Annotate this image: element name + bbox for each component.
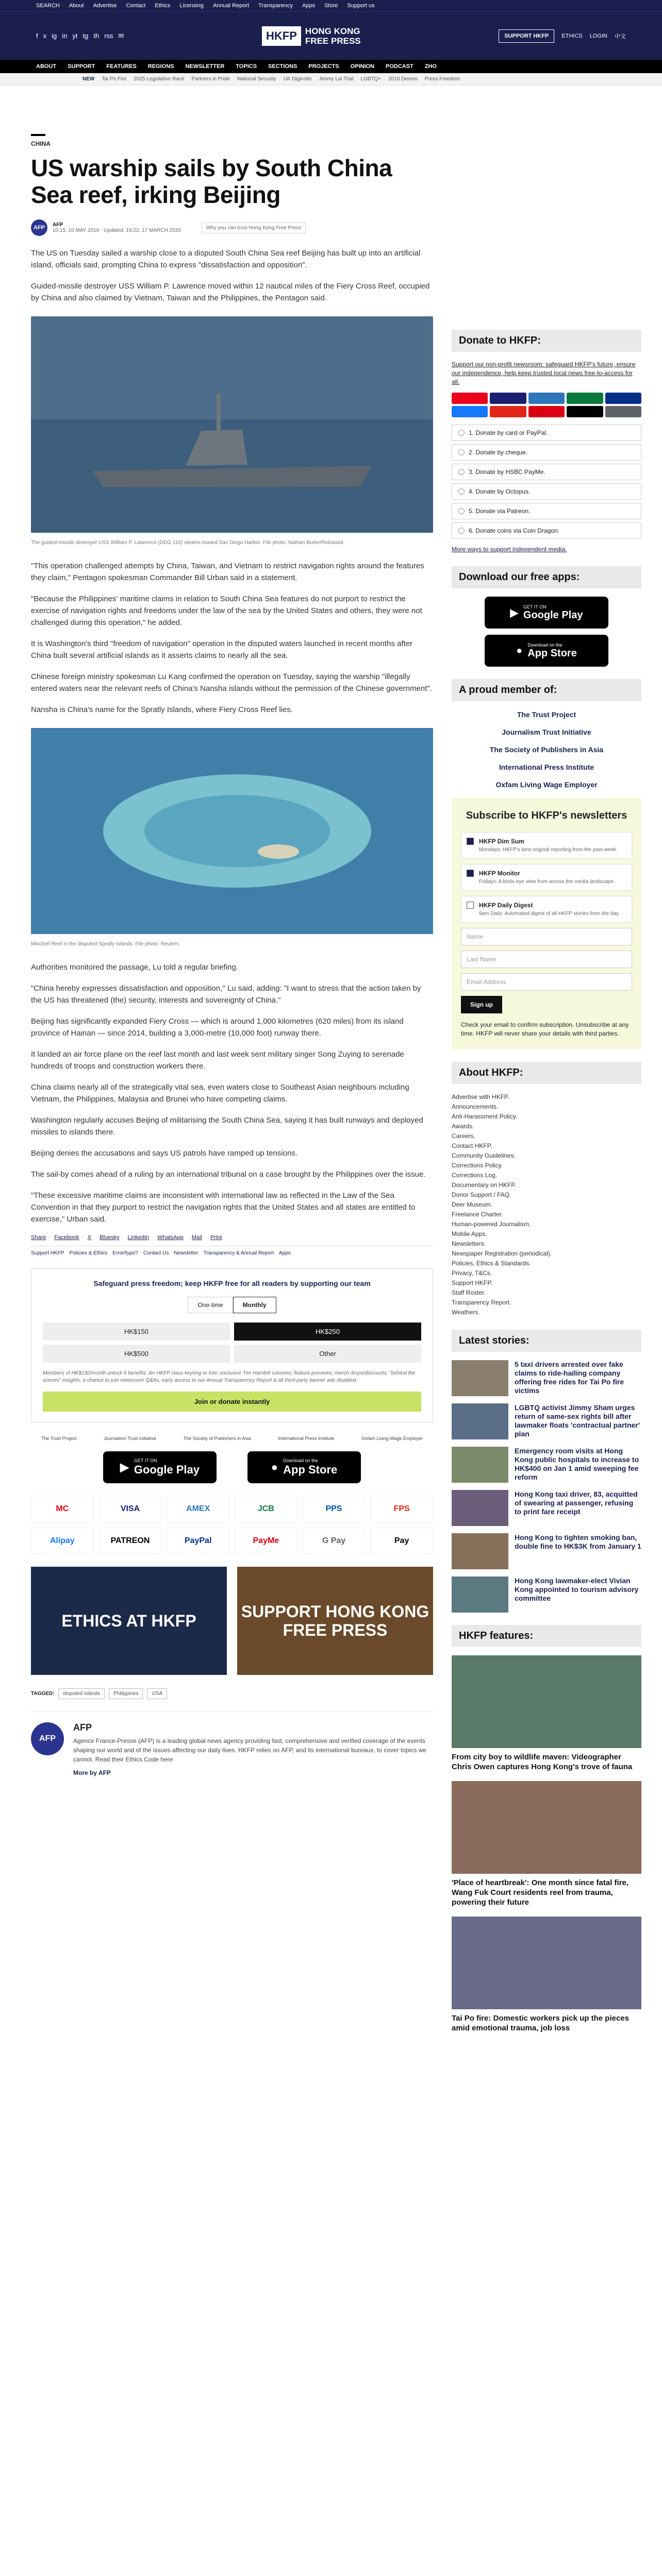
donate-option-label: 4. Donate by Octopus. [469, 488, 531, 495]
more-ways-link[interactable]: More ways to support independent media. [452, 546, 567, 553]
mail-icon[interactable]: ✉ [118, 31, 124, 40]
email-input[interactable]: Email Address [461, 973, 632, 991]
google-play-label: Google Play [523, 609, 583, 621]
share-bluesky[interactable]: Bluesky [100, 1234, 120, 1241]
x-icon[interactable]: x [43, 31, 47, 40]
sidebar [452, 330, 641, 2042]
logo-line1: HONG KONG [305, 26, 360, 36]
donate-option-label: 3. Donate by HSBC PayMe. [469, 468, 545, 476]
about-link[interactable]: Contact HKFP. [452, 1142, 492, 1149]
linkedin-icon[interactable]: in [62, 31, 68, 40]
about-link[interactable]: Newspaper Registration (periodical). [452, 1250, 552, 1257]
checkbox-icon[interactable] [467, 902, 474, 909]
payment-icons-grid [452, 393, 641, 417]
feature-image[interactable] [452, 1917, 641, 2009]
share-links [31, 1234, 433, 1241]
newsletter-link[interactable]: Newsletter [174, 1250, 198, 1256]
login-link[interactable]: LOGIN [589, 32, 607, 39]
donate-text[interactable]: Support our non-profit newsroom: safeguard HKFP's future, ensure our independence, help keep trusted local news free-to-access for all. [452, 361, 636, 385]
donate-option[interactable] [452, 522, 641, 539]
about-link[interactable]: Transparency Report. [452, 1299, 511, 1306]
play-icon: ▶ [120, 1461, 129, 1473]
donate-option-label: 1. Donate by card or PayPal. [469, 429, 548, 436]
threads-icon[interactable]: th [93, 31, 100, 40]
about-link[interactable]: Policies, Ethics & Standards. [452, 1260, 531, 1267]
apps-heading: Download our free apps: [452, 566, 641, 588]
story-thumbnail[interactable] [452, 1490, 508, 1526]
nav-zho[interactable]: ZHO [424, 63, 437, 70]
app-store-label: App Store [527, 647, 577, 659]
story-thumbnail[interactable] [452, 1533, 508, 1569]
fps-icon [490, 406, 526, 417]
payment-methods [31, 1496, 433, 1554]
nav-features[interactable]: FEATURES [106, 63, 137, 70]
about-link[interactable]: Newsletters. [452, 1240, 486, 1247]
patreon-icon[interactable]: PATREON [99, 1528, 162, 1554]
play-icon: ▶ [510, 607, 518, 619]
more-by-author-link[interactable]: More by AFP [73, 1769, 111, 1776]
membership-logos [31, 1436, 433, 1441]
newsletter-desc: Fridays: A birds-eye view from across the media landscape. [479, 879, 615, 885]
about-link[interactable]: Awards. [452, 1123, 474, 1130]
radio-icon [458, 430, 465, 436]
amex-icon [528, 393, 565, 404]
trust-button[interactable]: Why you can trust Hong Kong Free Press [202, 223, 306, 233]
photo-caption: Mischief Reef in the disputed Spratly Islands. File photo: Reuters. [31, 941, 180, 947]
promo-videos [31, 1567, 433, 1675]
licensing-link[interactable]: Licensing [179, 3, 204, 9]
app-store-button[interactable] [247, 1451, 361, 1483]
story-thumbnail[interactable] [452, 1447, 508, 1483]
tags [31, 1688, 433, 1699]
about-list [452, 1092, 641, 1317]
newsletter-option[interactable] [461, 832, 632, 859]
logo-line2: FREE PRESS [305, 36, 361, 46]
radio-icon [458, 508, 465, 514]
author-name[interactable]: AFP [53, 222, 63, 228]
support-hkfp-button[interactable]: SUPPORT HKFP [499, 29, 554, 43]
ipi-logo[interactable]: International Press Institute [278, 1436, 335, 1441]
story-title[interactable]: Emergency room visits at Hong Kong public hospitals to increase to HK$400 on Jan 1 amid sweeping fee reform [515, 1447, 639, 1481]
ethics-link[interactable]: Ethics [155, 3, 171, 9]
youtube-icon[interactable]: yt [72, 31, 78, 40]
trending-item[interactable]: 2025 Legislative Race [134, 76, 185, 82]
paragraph: Nansha is China's name for the Spratly Islands, where Fiery Cross Reef lies. [31, 705, 293, 714]
sopa-logo[interactable]: The Society of Publishers in Asia [489, 745, 604, 754]
trending-label: NEW [82, 76, 95, 82]
latest-story[interactable] [452, 1447, 641, 1483]
about-link[interactable]: Documentary on HKFP. [452, 1181, 517, 1189]
sign-up-button[interactable]: Sign up [461, 996, 502, 1013]
last-name-input[interactable]: Last Name [461, 951, 632, 968]
mastercard-icon [452, 393, 488, 404]
radio-icon [458, 449, 465, 455]
about-link[interactable]: Deer Museum. [452, 1201, 492, 1208]
google-play-small: GET IT ON [134, 1458, 157, 1463]
oxfam-logo[interactable]: Oxfam Living Wage Employer [495, 781, 598, 789]
share-print[interactable]: Print [210, 1234, 222, 1241]
about-link[interactable]: Support HKFP. [452, 1279, 493, 1286]
newsletter-note: Check your email to confirm subscription. Unsubscribe at any time. HKFP will never share your details with third parties. [461, 1021, 629, 1037]
visa-icon [490, 393, 526, 404]
story-thumbnail[interactable] [452, 1403, 508, 1439]
app-buttons [31, 1451, 433, 1483]
latest-list [452, 1360, 641, 1613]
paragraph: Washington regularly accuses Beijing of militarising the South China Sea, saying it has built runways and deployed missiles to islands there. [31, 1116, 423, 1137]
paypal-icon [605, 393, 641, 404]
apple-pay-icon [567, 406, 603, 417]
reef-photo [31, 728, 433, 934]
amount-option-selected[interactable]: HK$250 [234, 1323, 421, 1341]
about-link[interactable]: Announcements. [452, 1103, 499, 1110]
radio-icon [458, 469, 465, 475]
about-link[interactable]: About [69, 3, 84, 9]
article-category[interactable]: CHINA [31, 140, 51, 147]
feature-title[interactable]: Tai Po fire: Domestic workers pick up the pieces amid emotional trauma, job loss [452, 2014, 629, 2032]
warship-photo [31, 316, 433, 533]
payme-icon[interactable]: PayMe [235, 1528, 297, 1554]
google-pay-icon[interactable]: G Pay [303, 1528, 366, 1554]
donate-heading: Donate to HKFP: [452, 330, 641, 352]
policies-link[interactable]: Policies & Ethics [69, 1250, 108, 1256]
membership-note: Members of HK$150/month unlock 6 benefits: An HKFP class keyring or tote; exclusive Tim Hamlett columns; feature previews; merch drops/discounts; "behind the scenes" insights; a chance to join newsroom Q&As, early access to our Annual Transparency Report & all third-party banner ads disabled. [43, 1370, 416, 1383]
footer-links [31, 1246, 433, 1256]
about-link[interactable]: Corrections Policy. [452, 1162, 503, 1169]
features-list [452, 1655, 641, 2033]
amount-option[interactable]: HK$150 [43, 1323, 230, 1341]
jti-logo[interactable]: Journalism Trust Initiative [502, 728, 591, 736]
feature-image[interactable] [452, 1655, 641, 1748]
facebook-icon[interactable]: f [36, 31, 38, 40]
latest-story[interactable] [452, 1533, 641, 1569]
google-pay-icon [605, 406, 641, 417]
alipay-icon [452, 406, 488, 417]
latest-story[interactable] [452, 1360, 641, 1396]
share-x[interactable]: X [87, 1234, 92, 1241]
story-title[interactable]: Hong Kong lawmaker-elect Vivian Kong appointed to tourism advisory committee [515, 1577, 639, 1602]
newsletter-heading: Subscribe to HKFP's newsletters [466, 810, 627, 821]
feature-title[interactable]: 'Place of heartbreak': One month since fatal fire, Wang Fuk Court residents reel from trauma, powering their future [452, 1878, 629, 1907]
nav-topics[interactable]: TOPICS [236, 63, 257, 70]
story-title[interactable]: LGBTQ activist Jimmy Sham urges return of same-sex rights bill after lawmaker floats 'contractual partner' plan [515, 1403, 640, 1438]
nav-sections[interactable]: SECTIONS [268, 63, 297, 70]
app-store-button[interactable] [485, 635, 608, 667]
share-facebook[interactable]: Facebook [54, 1234, 79, 1241]
newsletter-option[interactable] [461, 896, 632, 923]
paypal-icon[interactable]: PayPal [167, 1528, 229, 1554]
story-title[interactable]: 5 taxi drivers arrested over fake claims to ride-hailing company offering free rides for Tai Po fire victims [515, 1360, 624, 1395]
amex-icon[interactable]: AMEX [167, 1496, 229, 1522]
article-title: US warship sails by South China Sea reef, irking Beijing [31, 155, 392, 208]
newsletter-signup [452, 798, 641, 1049]
instagram-icon[interactable]: ig [52, 31, 57, 40]
donate-option[interactable] [452, 425, 641, 441]
donate-option-label: 2. Donate by cheque. [469, 449, 528, 456]
paragraph: China claims nearly all of the strategically vital sea, even waters close to Southeast Asian neighbours including Vietnam, the Philippines, Malaysia and Brunei who have competing claims. [31, 1083, 409, 1104]
author-box [31, 1711, 433, 1777]
donate-option-label: 6. Donate coins via Coin Dragon. [469, 527, 560, 534]
nav-newsletter[interactable]: NEWSLETTER [185, 63, 225, 70]
donation-heading: Safeguard press freedom; keep HKFP free for all readers by supporting our team [93, 1279, 371, 1287]
paragraph: The US on Tuesday sailed a warship close to a disputed South China Sea reef Beijing has built up into an artificial island, officials said, prompting China to express "dissatisfaction and opposition". [31, 249, 421, 269]
apple-pay-icon[interactable]: Pay [370, 1528, 433, 1554]
trending-item[interactable]: Partners in Pride [191, 76, 230, 82]
feature-story[interactable] [452, 1781, 641, 1907]
nav-regions[interactable]: REGIONS [147, 63, 174, 70]
feature-image[interactable] [452, 1781, 641, 1874]
trending-item[interactable]: Tai Po Fire [102, 76, 127, 82]
author-box-name[interactable]: AFP [73, 1722, 92, 1733]
latest-story[interactable] [452, 1403, 641, 1439]
feature-title[interactable]: From city boy to wildlife maven: Videographer Chris Owen captures Hong Kong's trove of fauna [452, 1753, 633, 1771]
monthly-toggle[interactable]: Monthly [233, 1297, 276, 1313]
share-linkedin[interactable]: LinkedIn [127, 1234, 150, 1241]
google-play-label: Google Play [134, 1463, 200, 1476]
nav-about[interactable]: ABOUT [36, 63, 57, 70]
publish-date: 10:15, 10 MAY 2016 [53, 228, 100, 233]
support-hkfp-link[interactable]: Support HKFP [31, 1250, 64, 1256]
join-button[interactable]: Join or donate instantly [43, 1392, 421, 1412]
one-time-toggle[interactable]: One-time [188, 1297, 233, 1313]
radio-icon [458, 488, 465, 495]
newsletter-title: HKFP Daily Digest [479, 902, 533, 909]
pps-icon[interactable]: PPS [303, 1496, 366, 1522]
ethics-promo[interactable]: ETHICS AT HKFP [31, 1567, 227, 1675]
about-link[interactable]: Weathers. [452, 1309, 480, 1316]
search-link[interactable]: SEARCH [36, 3, 60, 9]
paragraph: Authorities monitored the passage, Lu told a regular briefing. [31, 963, 238, 972]
trending-item[interactable]: Press Freedom [424, 76, 460, 82]
app-store-small: Download on the [283, 1458, 318, 1463]
nav-support[interactable]: SUPPORT [68, 63, 95, 70]
about-link[interactable]: Privacy, T&Cs. [452, 1269, 492, 1277]
author-bio: Agence France-Presse (AFP) is a leading global news agency providing fast, comprehensive and verified coverage of the events shaping our world and of the issues affecting our daily lives. HKFP relies on AFP, and its international bureaux, to cover topics we cannot. Read their Ethics Code here [73, 1737, 427, 1763]
latest-story[interactable] [452, 1577, 641, 1613]
nav-projects[interactable]: PROJECTS [308, 63, 339, 70]
amount-option[interactable]: HK$500 [43, 1345, 230, 1363]
jcb-icon [567, 393, 603, 404]
google-play-small: GET IT ON [523, 604, 547, 609]
paragraph: Beijing denies the accusations and says US patrols have ramped up tensions. [31, 1149, 297, 1158]
author-avatar[interactable]: AFP [31, 219, 47, 236]
paragraph: The sail-by comes ahead of a ruling by an international tribunal on a case brought by the Philippines over the issue. [31, 1170, 426, 1179]
trending-item[interactable]: LGBTQ+ [360, 76, 382, 82]
logo-mark: HKFP [262, 26, 301, 46]
article-body [31, 247, 433, 1225]
amount-other[interactable]: Other [234, 1345, 421, 1363]
paragraph: It landed an air force plane on the reef last month and last week sent military singer Song Zuying to serenade hundreds of troops and construction workers there. [31, 1050, 404, 1071]
donate-option-label: 5. Donate via Patreon. [469, 507, 531, 515]
site-logo[interactable] [262, 26, 361, 46]
nav-opinion[interactable]: OPINION [350, 63, 375, 70]
trust-project-logo[interactable]: The Trust Project [41, 1436, 77, 1441]
category-rule [31, 134, 45, 136]
donation-widget [31, 1268, 433, 1422]
share-label[interactable]: Share [31, 1234, 46, 1241]
author-box-avatar[interactable]: AFP [31, 1722, 64, 1755]
mastercard-icon[interactable]: MC [31, 1496, 94, 1522]
newsletter-title: HKFP Monitor [479, 870, 520, 877]
error-link[interactable]: Error/typo? [112, 1250, 138, 1256]
trending-item[interactable]: 2019 Demos [388, 76, 418, 82]
member-heading: A proud member of: [452, 679, 641, 701]
donate-option[interactable] [452, 503, 641, 519]
app-store-label: App Store [283, 1463, 338, 1476]
about-link[interactable]: Careers. [452, 1132, 476, 1140]
story-thumbnail[interactable] [452, 1360, 508, 1396]
paragraph: Guided-missile destroyer USS William P. Lawrence moved within 12 nautical miles of the Fiery Cross Reef, occupied by China and also claimed by Vietnam, Taiwan and the Philippines, the Pentagon said. [31, 282, 430, 302]
trending-item[interactable]: National Security [237, 76, 276, 82]
story-thumbnail[interactable] [452, 1577, 508, 1613]
trending-bar [0, 73, 662, 86]
about-link[interactable]: Donor Support / FAQ. [452, 1191, 511, 1198]
newsletter-desc: 9am Daily: Automated digest of all HKFP stories from the day. [479, 911, 620, 917]
support-promo[interactable]: SUPPORT HONG KONG FREE PRESS [237, 1567, 433, 1675]
donate-option[interactable] [452, 464, 641, 480]
radio-icon [458, 528, 465, 534]
apps-footer-link[interactable]: Apps [278, 1250, 291, 1256]
about-link[interactable]: Community Guidelines. [452, 1152, 516, 1159]
about-heading: About HKFP: [452, 1062, 641, 1084]
utility-bar [0, 0, 662, 11]
photo-caption: The guided-missile destroyer USS William P. Lawrence (DDG 110) steams toward San Diego Harbor. File photo: Nathan Burke/Released. [31, 540, 345, 546]
transparency-report-link[interactable]: Transparency & Annual Report [203, 1250, 274, 1256]
contact-link[interactable]: Contact [126, 3, 146, 9]
trending-item[interactable]: Jimmy Lai Trial [319, 76, 354, 82]
updated-date: Updated: 19:22, 17 MARCH 2020 [104, 228, 181, 233]
rss-icon[interactable]: rss [104, 31, 113, 40]
jcb-icon[interactable]: JCB [235, 1496, 297, 1522]
feature-story[interactable] [452, 1655, 641, 1772]
main-nav [0, 60, 662, 73]
nav-podcast[interactable]: PODCAST [386, 63, 413, 70]
about-link[interactable]: Anti-Harassment Policy. [452, 1113, 518, 1120]
jti-logo[interactable]: Journalism Trust Initiative [104, 1436, 156, 1441]
tag[interactable]: Philippines [109, 1688, 143, 1699]
tag[interactable]: USA [147, 1688, 167, 1699]
about-link[interactable]: Human-powered Journalism. [452, 1221, 531, 1228]
newsletter-option[interactable] [461, 864, 632, 891]
paragraph: "Because the Philippines' maritime claims in relation to South China Sea features do not purport to restrict the exercise of navigation rights and freedoms under the law of the sea by the United States and others, they were not challenged during this operation," he added. [31, 595, 422, 627]
latest-heading: Latest stories: [452, 1330, 641, 1352]
trending-item[interactable]: UK Diginsite [283, 76, 312, 82]
apps-link[interactable]: Apps [302, 3, 316, 9]
apple-icon: ● [516, 645, 523, 656]
fps-icon[interactable]: FPS [370, 1496, 433, 1522]
story-title[interactable]: Hong Kong taxi driver, 83, acquitted of swearing at passenger, refusing to print fare receipt [515, 1490, 638, 1516]
about-link[interactable]: Freelance Charter. [452, 1211, 503, 1218]
google-play-button[interactable] [485, 597, 608, 629]
first-name-input[interactable]: Name [461, 928, 632, 945]
alipay-icon[interactable]: Alipay [31, 1528, 94, 1554]
newsletter-desc: Mondays: HKFP's best original reporting from the past week. [479, 847, 618, 853]
feature-story[interactable] [452, 1917, 641, 2033]
features-heading: HKFP features: [452, 1625, 641, 1647]
paragraph: Chinese foreign ministry spokesman Lu Kang confirmed the operation on Tuesday, saying the warship "illegally entered waters near the relevant reefs of China's Nansha islands without the permission of the Chinese government". [31, 672, 432, 693]
latest-story[interactable] [452, 1490, 641, 1526]
advertise-link[interactable]: Advertise [93, 3, 117, 9]
ipi-logo[interactable]: International Press Institute [499, 763, 594, 771]
social-icons [36, 32, 124, 40]
paragraph: Beijing has significantly expanded Fiery Cross — which is around 1,000 kilometres (620 miles) from its island province of Hainan — since 2014, building a 3,000-metre (10,000 foot) runway there. [31, 1017, 404, 1038]
app-store-small: Download on the [527, 642, 562, 648]
visa-icon[interactable]: VISA [99, 1496, 162, 1522]
transparency-link[interactable]: Transparency [258, 3, 293, 9]
about-link[interactable]: Advertise with HKFP. [452, 1093, 509, 1100]
store-link[interactable]: Store [324, 3, 338, 9]
paragraph: "China hereby expresses dissatisfaction and opposition," Lu said, adding: "I want to stress that the action taken by the US has threatened (the) security, interests and sovereignty of China." [31, 984, 421, 1005]
share-mail[interactable]: Mail [191, 1234, 203, 1241]
sopa-logo[interactable]: The Society of Publishers in Asia [183, 1436, 251, 1441]
article-column [31, 134, 433, 1777]
google-play-button[interactable] [103, 1451, 217, 1483]
paragraph: "This operation challenged attempts by China, Taiwan, and Vietnam to restrict navigation rights around the features they claim," Pentagon spokesman Commander Bill Urban said in a statement. [31, 562, 424, 582]
donate-option[interactable] [452, 483, 641, 500]
apple-icon: ● [271, 1461, 278, 1473]
checkbox-icon[interactable] [467, 838, 474, 845]
oxfam-logo[interactable]: Oxfam Living Wage Employer [361, 1436, 423, 1441]
about-link[interactable]: Corrections Log. [452, 1172, 498, 1179]
newsletter-title: HKFP Dim Sum [479, 838, 524, 845]
share-whatsapp[interactable]: WhatsApp [157, 1234, 184, 1241]
annual-report-link[interactable]: Annual Report [212, 3, 250, 9]
tag[interactable]: disputed islands [58, 1688, 105, 1699]
donate-option[interactable] [452, 444, 641, 461]
paragraph: It is Washington's third "freedom of navigation" operation in the disputed waters launched in recent months after China built several artificial islands as it asserts claims to nearly all the sea. [31, 639, 413, 660]
language-link[interactable]: 中文 [614, 33, 626, 40]
telegram-icon[interactable]: tg [82, 31, 89, 40]
ethics-link-header[interactable]: ETHICS [561, 32, 583, 39]
site-header [0, 11, 662, 60]
byline: AFP AFP 10:15, 10 MAY 2016 · Updated: 19:22, 17 MARCH 2020 Why you can trust Hong Kong Free Press [31, 219, 433, 236]
payme-icon [528, 406, 565, 417]
story-title[interactable]: Hong Kong to tighten smoking ban, double fine to HK$3K from January 1 [515, 1533, 641, 1550]
checkbox-icon[interactable] [467, 870, 474, 877]
support-us-link[interactable]: Support us [347, 3, 375, 9]
contact-us-link[interactable]: Contact Us [143, 1250, 169, 1256]
trust-project-logo[interactable]: The Trust Project [517, 710, 576, 719]
tags-label: TAGGED: [31, 1691, 55, 1697]
about-link[interactable]: Staff Roster. [452, 1289, 486, 1296]
about-link[interactable]: Mobile Apps. [452, 1230, 487, 1238]
paragraph: "These excessive maritime claims are inconsistent with international law as reflected in the Law of the Sea Convention in that they purport to restrict the navigation rights that the United States and all states are entitled to exercise," Urban said. [31, 1191, 416, 1224]
